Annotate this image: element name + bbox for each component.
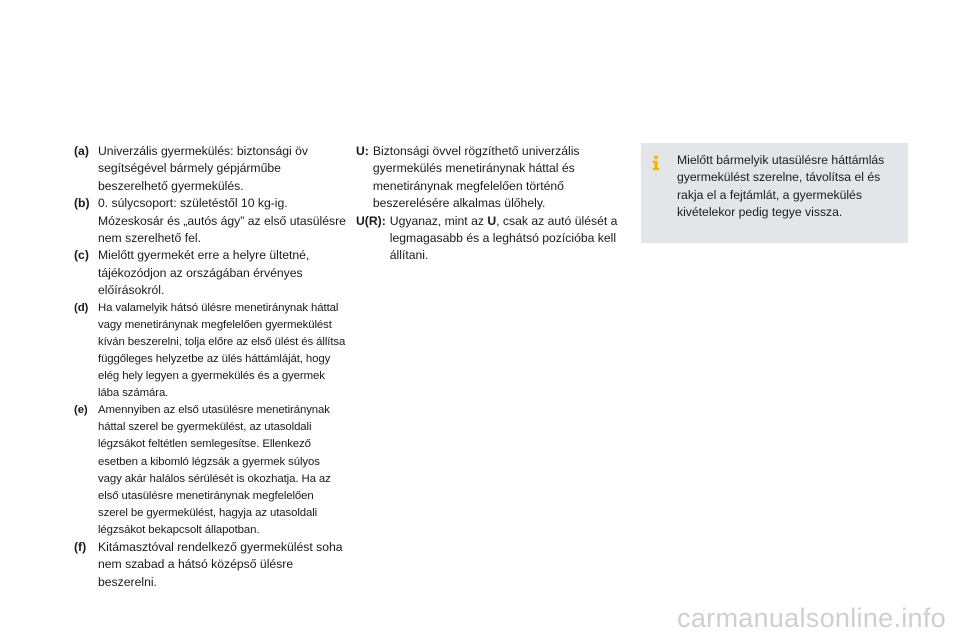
note-c bbox=[74, 247, 346, 299]
note-text: Biztonsági övvel rögzíthető univerzális gyermekülés menetiránynak háttal és menetiránynak megfelelően történő beszerelésére alkalmas ülőhely. bbox=[372, 144, 580, 211]
info-text: Mielőtt bármelyik utasülésre háttámlás gyermekülést szerelne, távolítsa el és rakja el a fejtámlát, a gyermekülés kivételekor pedig tegye vissza. bbox=[677, 153, 885, 220]
note-label: (f) bbox=[74, 539, 87, 554]
note-label: (b) bbox=[74, 196, 90, 211]
note-text: Amennyiben az első utasülésre menetiránynak háttal szerel be gyermekülést, az utasoldali légzsákot feltétlen semlegesítse. Ellenkező esetben a kibomló légzsák a gyermek súlyos vagy akár halálos sérülését is okozhatja. Ha az első utasülésre menetiránynak megfelelően szerel be gyermekülést, hagyja az utasoldali légzsákot bekapcsolt állapotban. bbox=[98, 404, 331, 536]
note-text: Ha valamelyik hátsó ülésre menetiránynak háttal vagy menetiránynak megfelelően gyermekülést kíván beszerelni, tolja előre az első ülést és állítsa függőleges helyzetbe az ülés háttámláját, hogy elég hely legyen a gyermekülés és a gyermek lába számára. bbox=[98, 301, 346, 400]
note-label: U: bbox=[356, 144, 369, 158]
note-text: Kitámasztóval rendelkező gyermekülést soha nem szabad a hátsó középső ülésre beszerelni. bbox=[98, 539, 343, 589]
left-column bbox=[74, 143, 346, 591]
note-text: Univerzális gyermekülés: biztonsági öv segítségével bármely gépjárműbe beszerelhető gyermekülés. bbox=[98, 144, 308, 193]
note-text-after: , csak az autó ülését a legmagasabb és a leghátsó pozícióba kell állítani. bbox=[389, 213, 618, 263]
info-box bbox=[641, 143, 908, 243]
note-label: (c) bbox=[74, 248, 89, 263]
note-text-bold: U bbox=[487, 213, 497, 228]
note-u bbox=[356, 143, 621, 213]
note-ur bbox=[356, 213, 621, 265]
note-a bbox=[74, 143, 346, 195]
note-text: 0. súlycsoport: születéstől 10 kg-ig. Mózeskosár és „autós ágy” az első utasülésre nem szerelhető fel. bbox=[98, 196, 346, 246]
note-b bbox=[74, 195, 346, 247]
note-e bbox=[74, 402, 346, 539]
middle-column bbox=[356, 143, 621, 265]
note-label: (a) bbox=[74, 144, 89, 158]
note-label: U(R): bbox=[356, 213, 386, 228]
note-label: (d) bbox=[74, 301, 89, 314]
info-icon bbox=[649, 155, 663, 171]
note-text: Mielőtt gyermekét erre a helyre ültetné, tájékozódjon az országában érvényes előírásokról. bbox=[98, 248, 310, 298]
note-d bbox=[74, 300, 346, 403]
note-f bbox=[74, 539, 346, 591]
note-text-before: Ugyanaz, mint az bbox=[389, 213, 488, 228]
note-text bbox=[390, 213, 621, 265]
watermark: carmanualsonline.info bbox=[677, 603, 946, 633]
note-label: (e) bbox=[74, 404, 88, 417]
